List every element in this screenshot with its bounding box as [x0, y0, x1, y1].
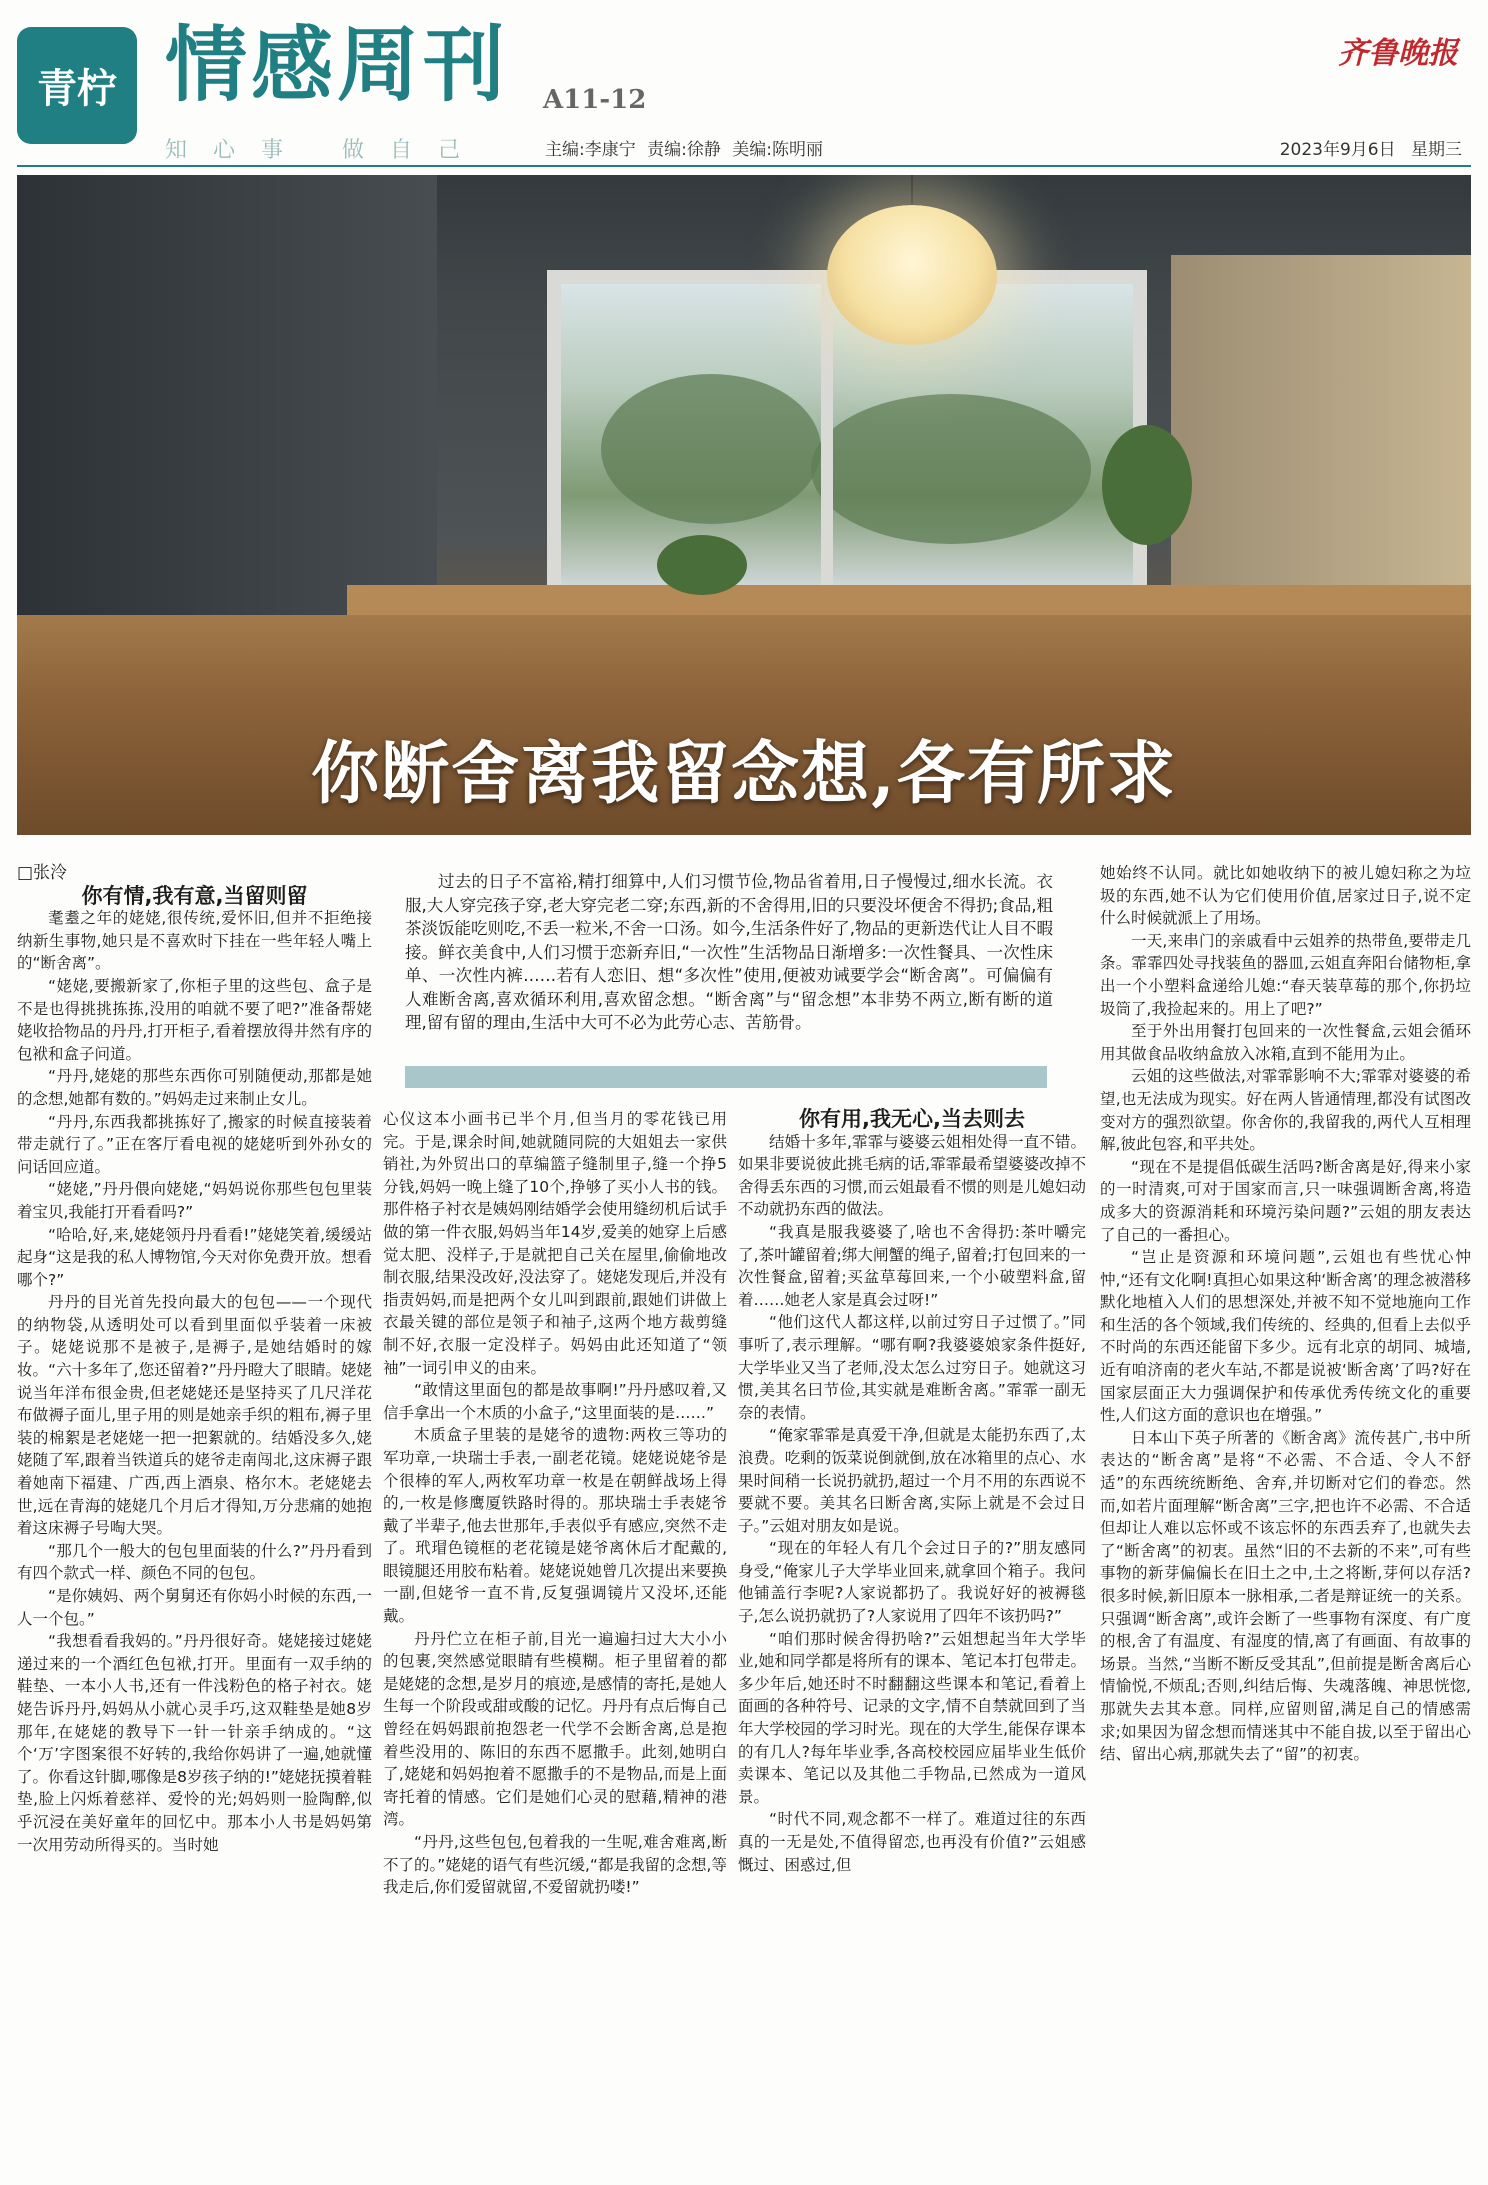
- article-column-1: [17, 862, 372, 1856]
- article-intro: 过去的日子不富裕,精打细算中,人们习惯节俭,物品省着用,日子慢慢过,细水长流。衣服,大人穿完孩子穿,老大穿完老二穿;东西,新的不舍得用,旧的只要没坏便舍不得扔;食品,粗茶淡饭能吃则吃,不丢一粒米,不舍一口汤。如今,生活条件好了,物品的更新迭代让人目不暇接。鲜衣美食中,人们习惯于恋新弃旧,“一次性”生活物品日渐增多:一次性餐具、一次性床单、一次性内裤……若有人恋旧、想“多次性”使用,便被劝诫要学会“断舍离”。可偏偏有人难断舍离,喜欢循环利用,喜欢留念想。“断舍离”与“留念想”本非势不两立,断有断的道理,留有留的理由,生活中大可不必为此劳心志、苦筋骨。: [405, 872, 1053, 1032]
- hero-photo: [17, 175, 1471, 835]
- lamp-cord: [911, 175, 913, 207]
- paragraph: “丹丹,这些包包,包着我的一生呢,难舍难离,断不了的。”姥姥的语气有些沉缓,“都是我留的念想,等我走后,你们爱留就留,不爱留就扔喽!”: [383, 1833, 727, 1897]
- paragraph: “他们这代人都这样,以前过穷日子过惯了。”同事听了,表示理解。“哪有啊?我婆婆娘家条件挺好,大学毕业又当了老师,没太怎么过穷日子。她就这习惯,美其名曰节俭,其实就是难断舍离。”霏霏一副无奈的表情。: [738, 1313, 1086, 1422]
- paragraph: “丹丹,东西我都挑拣好了,搬家的时候直接装着带走就行了。”正在客厅看电视的姥姥听到外孙女的问话回应道。: [17, 1112, 372, 1176]
- paragraph: “时代不同,观念都不一样了。难道过往的东西真的一无是处,不值得留恋,也再没有价值?”云姐感慨过、困惑过,但: [738, 1810, 1086, 1874]
- intro-bar: [405, 1066, 1047, 1088]
- desk-plant: [657, 535, 747, 595]
- paragraph: “哈哈,好,来,姥姥领丹丹看看!”姥姥笑着,缓缓站起身“这是我的私人博物馆,今天对你免费开放。想看哪个?”: [17, 1225, 372, 1289]
- paragraph: “姥姥,要搬新家了,你柜子里的这些包、盒子是不是也得挑挑拣拣,没用的咱就不要了吧?”准备帮姥姥收拾物品的丹丹,打开柜子,看着摆放得井然有序的包袱和盒子问道。: [17, 976, 372, 1063]
- section-heading: 你有用,我无心,当去则去: [799, 1107, 1025, 1131]
- paragraph: 丹丹的目光首先投向最大的包包——一个现代的纳物袋,从透明处可以看到里面似乎装着一床被子。姥姥说那不是被子,是褥子,是她结婚时的嫁妆。“六十多年了,您还留着?”丹丹瞪大了眼睛。姥姥说当年洋布很金贵,但老姥姥还是坚持买了几尺洋花布做褥子面儿,里子用的则是她亲手织的粗布,褥子里装的棉絮是老姥姥一把一把絮就的。结婚没多久,姥姥随了军,跟着当铁道兵的姥爷走南闯北,这床褥子跟着她南下福建、广西,西上酒泉、格尔木。老姥姥去世,远在青海的姥姥几个月后才得知,万分悲痛的她抱着这床褥子号啕大哭。: [17, 1293, 372, 1538]
- paragraph: “现在不是提倡低碳生活吗?断舍离是好,得来小家的一时清爽,可对于国家而言,只一味强调断舍离,将造成多大的资源消耗和环境污染问题?”云姐的朋友表达了自己的一番担心。: [1100, 1157, 1471, 1244]
- paragraph: “那几个一般大的包包里面装的什么?”丹丹看到有四个款式一样、颜色不同的包包。: [17, 1541, 372, 1583]
- logo-text: 青柠: [37, 65, 117, 112]
- paragraph: 日本山下英子所著的《断舍离》流传甚广,书中所表达的“断舍离”是将“不必需、不合适、令人不舒适”的东西统统断绝、舍弃,并切断对它们的眷恋。然而,如若片面理解“断舍离”三字,把也许不必需、不合适但却让人难以忘怀或不该忘怀的东西丢弃了,也就失去了“断舍离”的初衷。虽然“旧的不去新的不来”,可有些事物的新芽偏偏长在旧土之中,土之将断,芽何以存活?很多时候,新旧原本一脉相承,二者是辩证统一的关系。只强调“断舍离”,或许会断了一些事物有深度、有广度的根,舍了有温度、有湿度的情,离了有画面、有故事的场景。当然,“当断不断反受其乱”,但前提是断舍离后心情愉悦,不烦乱;否则,纠结后悔、失魂落魄、神思恍惚,那就失去其本意。同样,应留则留,满足自己的情感需求;如果因为留念想而情迷其中不能自拔,以至于留出心结、留出心病,那就失去了“留”的初衷。: [1100, 1428, 1471, 1764]
- paragraph: 至于外出用餐打包回来的一次性餐盒,云姐会循环用其做食品收纳盒放入冰箱,直到不能用为止。: [1100, 1022, 1471, 1063]
- issue-date: 2023年9月6日 星期三: [1279, 140, 1462, 160]
- article-column-4: [1100, 862, 1471, 1766]
- paragraph: “姥姥,”丹丹偎向姥姥,“妈妈说你那些包包里装着宝贝,我能打开看看吗?”: [17, 1180, 372, 1221]
- section-slogan: 知心事 做自己: [165, 138, 486, 163]
- paragraph: 云姐的这些做法,对霏霏影响不大;霏霏对婆婆的希望,也无法成为现实。好在两人皆通情理,都没有试图改变对方的强烈欲望。你舍你的,我留我的,两代人互相理解,彼此包容,和平共处。: [1100, 1067, 1471, 1154]
- window-frame: [821, 284, 833, 586]
- paragraph: 心仪这本小画书已半个月,但当月的零花钱已用完。于是,课余时间,她就随同院的大姐姐去一家供销社,为外贸出口的草编篮子缝制里子,缝一个挣5分钱,妈妈一晚上缝了10个,挣够了买小人书的钱。那件格子衬衣是姨妈刚结婚学会使用缝纫机后试手做的第一件衣服,妈妈当年14岁,爱美的她穿上后感觉太肥、没样子,于是就把自己关在屋里,偷偷地改制衣服,结果没改好,没法穿了。姥姥发现后,并没有指责妈妈,而是把两个女儿叫到跟前,跟她们讲做上衣最关键的部位是领子和袖子,这两个地方裁剪缝制不好,衣服一定没样子。妈妈由此还知道了“领袖”一词引申义的由来。: [383, 1110, 727, 1377]
- paragraph: “是你姨妈、两个舅舅还有你妈小时候的东西,一人一个包。”: [17, 1587, 372, 1628]
- potted-plant: [1102, 425, 1192, 545]
- article-column-2: [383, 1108, 727, 1899]
- tree-foliage: [601, 374, 821, 524]
- paragraph: “现在的年轻人有几个会过日子的?”朋友感同身受,“俺家儿子大学毕业回来,就拿回个箱子。我问他铺盖行李呢?人家说都扔了。我说好好的被褥毯子,怎么说扔就扔了?人家说用了四年不该扔吗?”: [738, 1539, 1086, 1626]
- column-logo: [17, 27, 137, 144]
- page-numbers: A11-12: [543, 85, 647, 115]
- paragraph: 木质盒子里装的是姥爷的遗物:两枚三等功的军功章,一块瑞士手表,一副老花镜。姥姥说姥爷是个很棒的军人,两枚军功章一枚是在朝鲜战场上得的,一枚是修鹰厦铁路时得的。那块瑞士手表姥爷戴了半辈子,他去世那年,手表似乎有感应,突然不走了。玳瑁色镜框的老花镜是姥爷离休后才配戴的,眼镜腿还用胶布粘着。姥姥说她曾几次提出来要换一副,但姥爷一直不肯,反复强调镜片又没坏,还能戴。: [383, 1426, 727, 1626]
- paragraph: 她始终不认同。就比如她收纳下的被儿媳妇称之为垃圾的东西,她不认为它们使用价值,居家过日子,说不定什么时候就派上了用场。: [1100, 864, 1471, 928]
- paragraph: “丹丹,姥姥的那些东西你可别随便动,那都是她的念想,她都有数的。”妈妈走过来制止女儿。: [17, 1067, 372, 1108]
- paragraph: “俺家霏霏是真爱干净,但就是太能扔东西了,太浪费。吃剩的饭菜说倒就倒,放在冰箱里的点心、水果时间稍一长说扔就扔,超过一个月不用的东西说不要就不要。美其名曰断舍离,实际上就是不会过日子。”云姐对朋友如是说。: [738, 1426, 1086, 1535]
- tree-foliage: [811, 394, 1091, 544]
- paragraph: 一天,来串门的亲戚看中云姐养的热带鱼,要带走几条。霏霏四处寻找装鱼的器皿,云姐直奔阳台储物柜,拿出一个小塑料盒递给儿媳:“春天装草莓的那个,你扔垃圾筒了,我捡起来的。用上了吧?”: [1100, 931, 1471, 1018]
- main-headline: 你断舍离我留念想,各有所求: [311, 734, 1177, 814]
- paragraph: 结婚十多年,霏霏与婆婆云姐相处得一直不错。如果非要说彼此挑毛病的话,霏霏最希望婆婆改掉不舍得丢东西的习惯,而云姐最看不惯的则是儿媳妇动不动就扔东西的做法。: [738, 1132, 1086, 1219]
- newspaper-brand: 齐鲁晚报: [1338, 36, 1458, 71]
- paragraph: “咱们那时候舍得扔啥?”云姐想起当年大学毕业,她和同学都是将所有的课本、笔记本打包带走。多少年后,她还时不时翻翻这些课本和笔记,看着上面画的各种符号、记录的文字,情不自禁就回到了当年大学校园的学习时光。现在的大学生,能保存课本的有几人?每年毕业季,各高校校园应届毕业生低价卖课本、笔记以及其他二手物品,已然成为一道风景。: [738, 1629, 1086, 1806]
- masthead-rule: [17, 165, 1471, 167]
- article-column-3: [738, 1108, 1086, 1876]
- section-heading: 你有情,我有意,当留则留: [81, 883, 308, 908]
- paragraph: “我真是服我婆婆了,啥也不舍得扔:茶叶嚼完了,茶叶罐留着;绑大闸蟹的绳子,留着;打包回来的一次性餐盒,留着;买盆草莓回来,一个小破塑料盒,留着……她老人家是真会过呀!”: [738, 1222, 1086, 1309]
- paragraph: 丹丹伫立在柜子前,目光一遍遍扫过大大小小的包裹,突然感觉眼睛有些模糊。柜子里留着的都是姥姥的念想,是岁月的痕迹,是感情的寄托,是她人生每一个阶段或甜或酸的记忆。丹丹有点后悔自己曾经在妈妈跟前抱怨老一代学不会断舍离,总是抱着些没用的、陈旧的东西不愿撒手。此刻,她明白了,姥姥和妈妈抱着不愿撒手的不是物品,而是上面寄托着的情感。它们是她们心灵的慰藉,精神的港湾。: [383, 1629, 727, 1829]
- editor-credits: 主编:李康宁 责编:徐静 美编:陈明丽: [545, 140, 823, 160]
- counter-top: [347, 585, 1471, 617]
- paragraph: “岂止是资源和环境问题”,云姐也有些忧心忡忡,“还有文化啊!真担心如果这种‘断舍离’的理念被潜移默化地植入人们的思想深处,并被不知不觉地施向工作和生活的各个领域,我们传统的、经典的,但看上去似乎不时尚的东西还能留下多少。远有北京的胡同、城墙,近有咱济南的老火车站,不都是说被‘断舍离’了吗?好在国家层面正大力强调保护和传承优秀传统文化的重要性,人们这方面的意识也在增强。”: [1100, 1248, 1471, 1425]
- paragraph: “敢情这里面包的都是故事啊!”丹丹感叹着,又信手拿出一个木质的小盒子,“这里面装的是……”: [383, 1381, 727, 1422]
- byline: □张泠: [17, 863, 68, 883]
- paragraph: 耄耋之年的姥姥,很传统,爱怀旧,但并不拒绝接纳新生事物,她只是不喜欢时下挂在一些年轻人嘴上的“断舍离”。: [17, 909, 372, 973]
- paper-lamp: [827, 205, 997, 345]
- section-title: 情感周刊: [165, 18, 510, 113]
- paragraph: “我想看看我妈的。”丹丹很好奇。姥姥接过姥姥递过来的一个酒红色包袱,打开。里面有一双手纳的鞋垫、一本小人书,还有一件浅粉色的格子衬衣。姥姥告诉丹丹,妈妈从小就心灵手巧,这双鞋垫是她8岁那年,在姥姥的教导下一针一针亲手纳成的。“这个‘万’字图案很不好转的,我给你妈讲了一遍,她就懂了。你看这针脚,哪像是8岁孩子纳的!”姥姥抚摸着鞋垫,脸上闪烁着慈祥、爱怜的光;妈妈则一脸陶醉,似乎沉浸在美好童年的回忆中。那本小人书是妈妈第一次用劳动所得买的。当时她: [17, 1632, 372, 1854]
